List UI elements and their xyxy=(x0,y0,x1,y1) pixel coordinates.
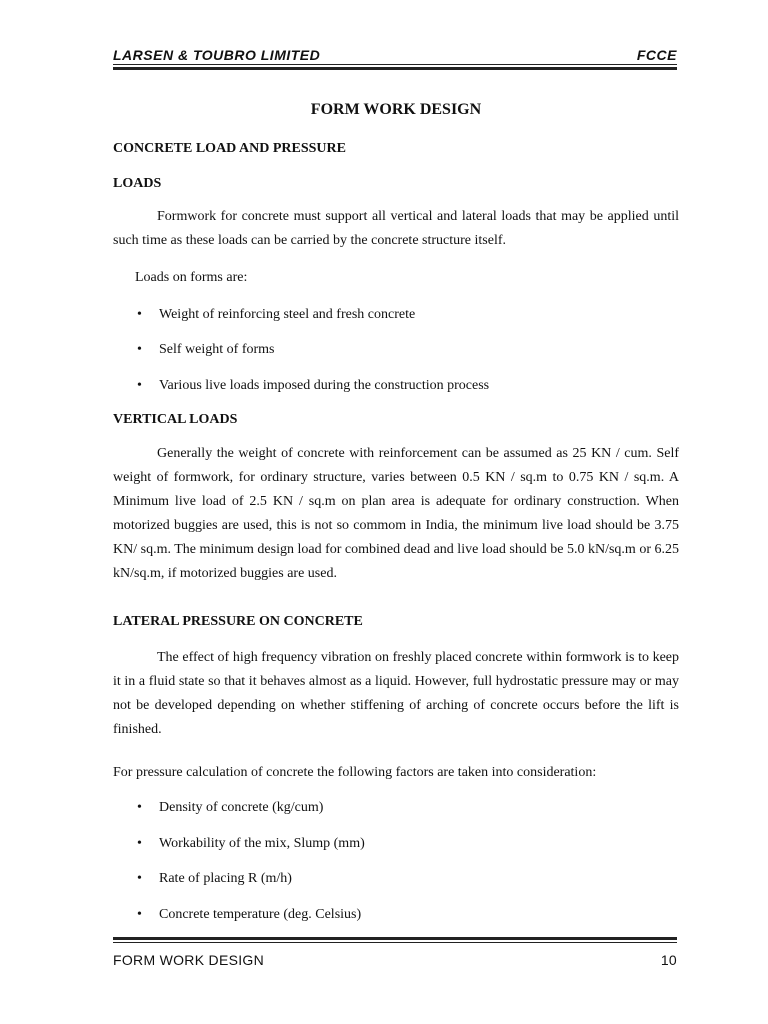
paragraph-loads xyxy=(113,205,679,253)
bullet-glyph: • xyxy=(137,871,142,886)
footer-rule-thin xyxy=(113,942,677,943)
footer-label: FORM WORK DESIGN xyxy=(113,952,265,968)
list-item-text: Concrete temperature (deg. Celsius) xyxy=(159,907,362,922)
bullet-glyph: • xyxy=(137,378,142,393)
loads-on-forms-label: Loads on forms are: xyxy=(135,270,248,285)
bullet-glyph: • xyxy=(137,907,142,922)
heading-loads: LOADS xyxy=(113,176,162,191)
page-number: 10 xyxy=(660,952,677,968)
paragraph-vertical-loads xyxy=(113,442,679,586)
heading-lateral-pressure: LATERAL PRESSURE ON CONCRETE xyxy=(113,614,363,629)
paragraph-lateral-pressure xyxy=(113,646,679,742)
bullet-glyph: • xyxy=(137,342,142,357)
header-company: LARSEN & TOUBRO LIMITED xyxy=(113,47,321,63)
bullet-glyph: • xyxy=(137,836,142,851)
list-item-text: Self weight of forms xyxy=(159,342,275,357)
page-header xyxy=(113,47,677,73)
factors-intro: For pressure calculation of concrete the following factors are taken into consideration: xyxy=(113,765,597,780)
page-footer xyxy=(113,937,677,977)
header-code: FCCE xyxy=(636,47,677,63)
list-item-text: Weight of reinforcing steel and fresh concrete xyxy=(159,307,416,322)
heading-concrete-load: CONCRETE LOAD AND PRESSURE xyxy=(113,141,346,156)
paragraph-loads-text: Formwork for concrete must support all vertical and lateral loads that may be applied until such time as these loads can be carried by the concrete structure itself. xyxy=(113,209,679,248)
document-title: FORM WORK DESIGN xyxy=(310,101,482,118)
bullet-glyph: • xyxy=(137,800,142,815)
list-item-text: Workability of the mix, Slump (mm) xyxy=(159,836,365,851)
list-item-text: Various live loads imposed during the construction process xyxy=(159,378,490,393)
heading-vertical-loads: VERTICAL LOADS xyxy=(113,412,238,427)
header-rule-thick xyxy=(113,67,677,70)
bullet-glyph: • xyxy=(137,307,142,322)
paragraph-vertical-text: Generally the weight of concrete with reinforcement can be assumed as 25 KN / cum. Self weight of formwork, for ordinary structure, varies between 0.5 KN / sq.m to 0.75 KN / sq.m. A Minimum live load of 2.5 KN / sq.m on plan area is adequate for ordinary construction. When motorized buggies are used, this is not so commom in India, the minimum live load should be 3.75 KN/ sq.m. The minimum design load for combined dead and live load should be 5.0 kN/sq.m or 6.25 kN/sq.m, if motorized buggies are used. xyxy=(113,446,679,581)
list-item-text: Density of concrete (kg/cum) xyxy=(159,800,324,815)
footer-rule-thick xyxy=(113,937,677,940)
header-rule-thin xyxy=(113,64,677,65)
paragraph-lateral-text: The effect of high frequency vibration on freshly placed concrete within formwork is to keep it in a fluid state so that it behaves almost as a liquid. However, full hydrostatic pressure may or may not be developed depending on whether stiffening of arching of concrete occurs before the lift is finished. xyxy=(113,650,679,737)
list-item-text: Rate of placing R (m/h) xyxy=(159,871,292,886)
